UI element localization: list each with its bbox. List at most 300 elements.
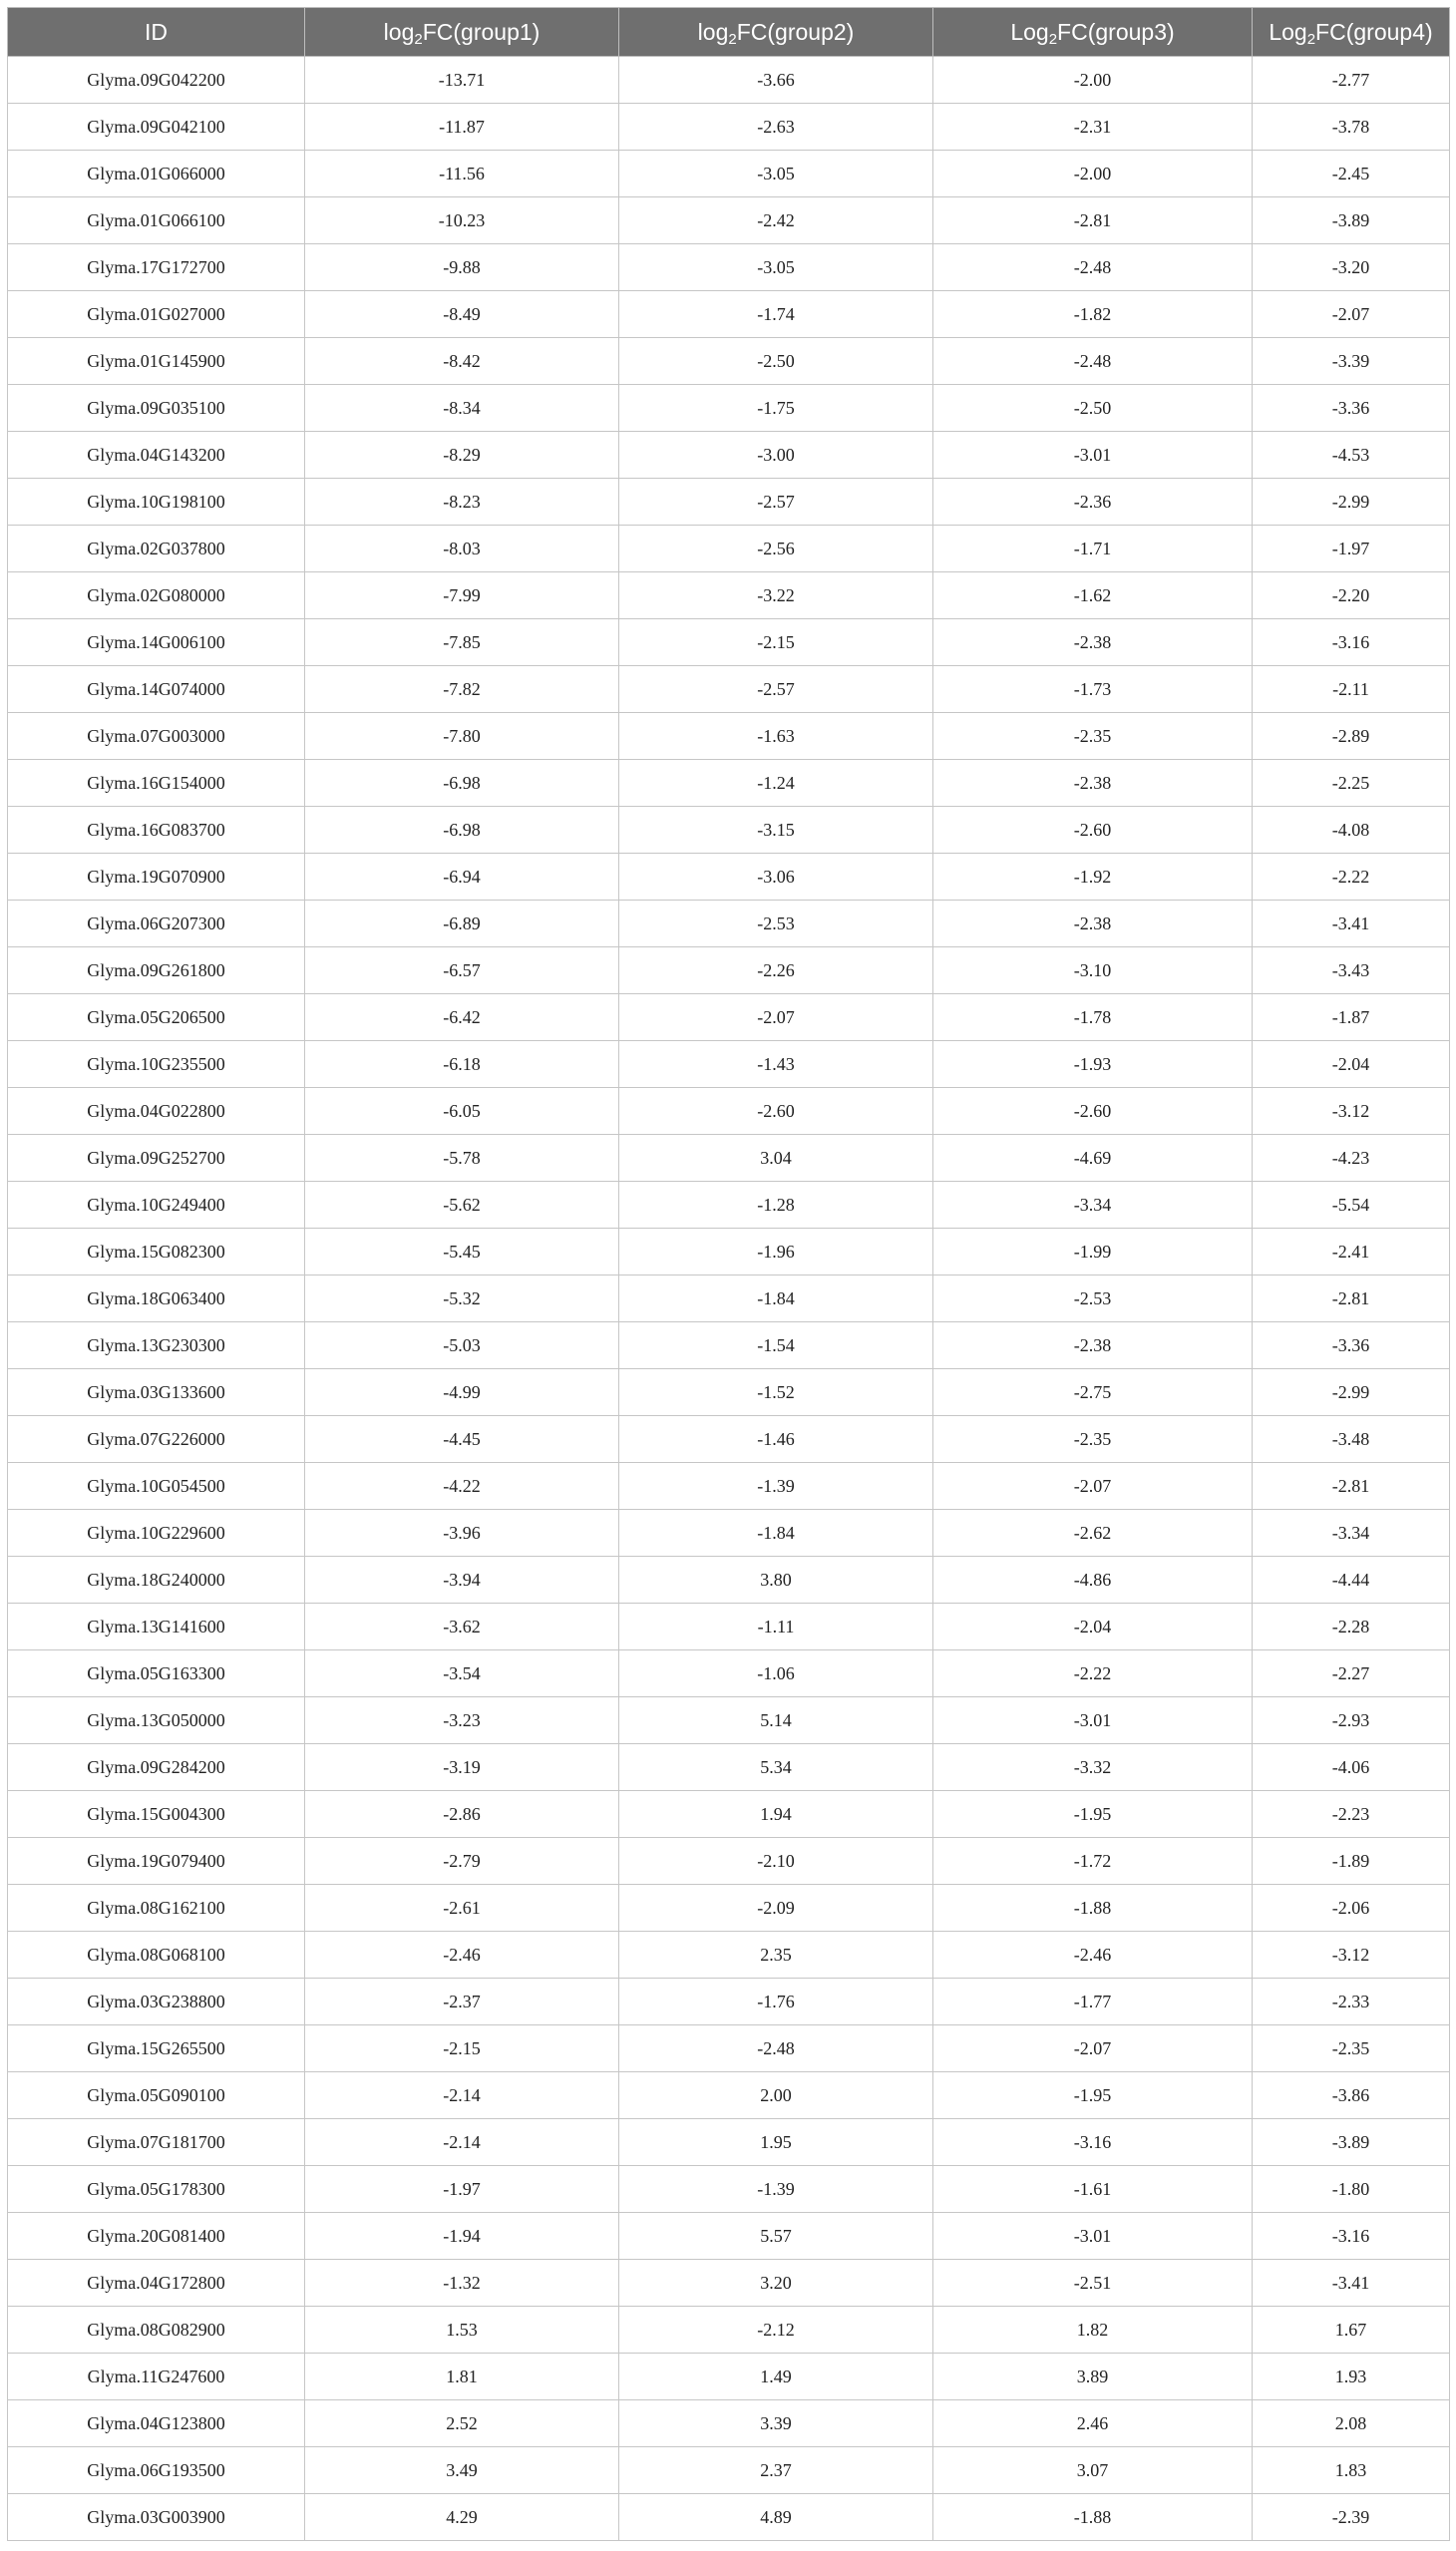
cell-gene-id: Glyma.09G042100: [8, 104, 305, 151]
table-row: [8, 1229, 1450, 1276]
cell-group4: -3.16: [1253, 619, 1450, 666]
cell-group2: -2.09: [619, 1885, 933, 1932]
cell-group2: -2.26: [619, 947, 933, 994]
cell-gene-id: Glyma.07G003000: [8, 713, 305, 760]
cell-group4: -2.77: [1253, 57, 1450, 104]
table-row: [8, 1135, 1450, 1182]
cell-group2: -1.75: [619, 385, 933, 432]
table-row: [8, 57, 1450, 104]
header-row: [8, 8, 1450, 57]
cell-group1: -2.37: [305, 1979, 619, 2025]
cell-group1: -6.94: [305, 854, 619, 901]
cell-group1: -8.23: [305, 479, 619, 526]
cell-group3: -1.71: [933, 526, 1253, 572]
header-id: ID: [8, 8, 305, 57]
cell-group2: -1.06: [619, 1650, 933, 1697]
cell-group1: -5.62: [305, 1182, 619, 1229]
cell-group2: 3.80: [619, 1557, 933, 1604]
table-row: [8, 1697, 1450, 1744]
cell-group2: -3.00: [619, 432, 933, 479]
cell-gene-id: Glyma.03G238800: [8, 1979, 305, 2025]
cell-group1: -8.34: [305, 385, 619, 432]
cell-group3: -2.35: [933, 713, 1253, 760]
cell-group4: -2.07: [1253, 291, 1450, 338]
cell-group4: -3.41: [1253, 901, 1450, 947]
cell-group1: 2.52: [305, 2400, 619, 2447]
cell-group2: -2.50: [619, 338, 933, 385]
cell-group2: 2.00: [619, 2072, 933, 2119]
table-row: [8, 947, 1450, 994]
cell-group1: -8.03: [305, 526, 619, 572]
cell-group3: -2.04: [933, 1604, 1253, 1650]
cell-group3: -3.16: [933, 2119, 1253, 2166]
cell-group2: -1.24: [619, 760, 933, 807]
cell-group1: -1.94: [305, 2213, 619, 2260]
cell-gene-id: Glyma.08G068100: [8, 1932, 305, 1979]
cell-gene-id: Glyma.20G081400: [8, 2213, 305, 2260]
table-container: [7, 7, 1449, 2541]
table-row: [8, 1744, 1450, 1791]
cell-group1: -6.98: [305, 807, 619, 854]
cell-group2: -2.07: [619, 994, 933, 1041]
cell-gene-id: Glyma.10G249400: [8, 1182, 305, 1229]
cell-gene-id: Glyma.16G154000: [8, 760, 305, 807]
cell-group4: -3.48: [1253, 1416, 1450, 1463]
cell-group2: 5.34: [619, 1744, 933, 1791]
cell-group3: -2.60: [933, 807, 1253, 854]
cell-group1: -11.56: [305, 151, 619, 197]
table-row: [8, 526, 1450, 572]
cell-gene-id: Glyma.17G172700: [8, 244, 305, 291]
cell-group1: -4.22: [305, 1463, 619, 1510]
cell-gene-id: Glyma.05G206500: [8, 994, 305, 1041]
cell-gene-id: Glyma.15G004300: [8, 1791, 305, 1838]
cell-group2: 5.14: [619, 1697, 933, 1744]
header-group1: $\log_2FC(group1)$: [305, 8, 619, 57]
cell-group4: -3.12: [1253, 1932, 1450, 1979]
cell-group2: -1.39: [619, 1463, 933, 1510]
header-group4: Log$_2$FC(group4): [1253, 8, 1450, 57]
table-row: [8, 1416, 1450, 1463]
cell-group1: 3.49: [305, 2447, 619, 2494]
cell-group2: -1.84: [619, 1276, 933, 1322]
cell-group1: -3.54: [305, 1650, 619, 1697]
cell-group4: -4.08: [1253, 807, 1450, 854]
cell-group4: -4.23: [1253, 1135, 1450, 1182]
table-row: [8, 197, 1450, 244]
table-row: [8, 1182, 1450, 1229]
cell-group1: -6.05: [305, 1088, 619, 1135]
cell-group2: 3.39: [619, 2400, 933, 2447]
cell-group2: -1.52: [619, 1369, 933, 1416]
table-row: [8, 2447, 1450, 2494]
cell-group1: -3.96: [305, 1510, 619, 1557]
cell-gene-id: Glyma.06G193500: [8, 2447, 305, 2494]
cell-group1: -8.49: [305, 291, 619, 338]
cell-group3: -1.88: [933, 2494, 1253, 2541]
cell-group4: -1.97: [1253, 526, 1450, 572]
cell-group4: -2.99: [1253, 479, 1450, 526]
table-row: [8, 2119, 1450, 2166]
cell-group4: -3.12: [1253, 1088, 1450, 1135]
cell-group1: -4.45: [305, 1416, 619, 1463]
table-row: [8, 1510, 1450, 1557]
cell-group3: -2.00: [933, 57, 1253, 104]
cell-group4: -2.81: [1253, 1463, 1450, 1510]
cell-group2: -1.96: [619, 1229, 933, 1276]
table-row: [8, 104, 1450, 151]
cell-group3: -2.50: [933, 385, 1253, 432]
cell-group2: 1.49: [619, 2354, 933, 2400]
table-body: [8, 57, 1450, 2541]
cell-group1: -7.85: [305, 619, 619, 666]
table-row: [8, 760, 1450, 807]
cell-group1: -11.87: [305, 104, 619, 151]
cell-group2: -1.84: [619, 1510, 933, 1557]
cell-group1: -7.80: [305, 713, 619, 760]
cell-group1: -10.23: [305, 197, 619, 244]
cell-group3: -1.99: [933, 1229, 1253, 1276]
table-row: [8, 385, 1450, 432]
cell-group2: -1.54: [619, 1322, 933, 1369]
table-row: [8, 854, 1450, 901]
cell-gene-id: Glyma.05G163300: [8, 1650, 305, 1697]
cell-group3: -1.95: [933, 1791, 1253, 1838]
header-group3: Log$_2$FC(group3): [933, 8, 1253, 57]
cell-group4: -3.20: [1253, 244, 1450, 291]
cell-group3: -1.72: [933, 1838, 1253, 1885]
table-row: [8, 807, 1450, 854]
table-row: [8, 2307, 1450, 2354]
cell-group1: -2.14: [305, 2119, 619, 2166]
cell-gene-id: Glyma.11G247600: [8, 2354, 305, 2400]
cell-gene-id: Glyma.03G133600: [8, 1369, 305, 1416]
table-row: [8, 713, 1450, 760]
table-row: [8, 1369, 1450, 1416]
cell-group2: -2.48: [619, 2025, 933, 2072]
cell-gene-id: Glyma.10G054500: [8, 1463, 305, 1510]
cell-group3: -2.53: [933, 1276, 1253, 1322]
cell-group2: -1.74: [619, 291, 933, 338]
cell-group4: 1.67: [1253, 2307, 1450, 2354]
cell-group2: 1.95: [619, 2119, 933, 2166]
header-group2: $\log_2FC(group2)$: [619, 8, 933, 57]
cell-group3: -1.93: [933, 1041, 1253, 1088]
cell-group2: -2.42: [619, 197, 933, 244]
table-row: [8, 2166, 1450, 2213]
cell-group4: -2.23: [1253, 1791, 1450, 1838]
cell-group3: -2.81: [933, 197, 1253, 244]
cell-group4: -3.36: [1253, 385, 1450, 432]
cell-group3: -1.95: [933, 2072, 1253, 2119]
cell-gene-id: Glyma.01G145900: [8, 338, 305, 385]
cell-group4: -2.39: [1253, 2494, 1450, 2541]
cell-group3: -2.22: [933, 1650, 1253, 1697]
cell-group3: -2.38: [933, 619, 1253, 666]
table-row: [8, 1885, 1450, 1932]
cell-gene-id: Glyma.09G261800: [8, 947, 305, 994]
cell-group2: -2.56: [619, 526, 933, 572]
cell-group2: -1.11: [619, 1604, 933, 1650]
cell-group4: -1.89: [1253, 1838, 1450, 1885]
cell-group3: -2.38: [933, 760, 1253, 807]
cell-group2: 1.94: [619, 1791, 933, 1838]
cell-group2: -1.43: [619, 1041, 933, 1088]
cell-group4: -3.89: [1253, 2119, 1450, 2166]
cell-group3: -2.07: [933, 1463, 1253, 1510]
table-row: [8, 2494, 1450, 2541]
table-row: [8, 619, 1450, 666]
cell-group1: -2.86: [305, 1791, 619, 1838]
cell-group3: -1.78: [933, 994, 1253, 1041]
cell-group3: -1.82: [933, 291, 1253, 338]
table-row: [8, 2400, 1450, 2447]
cell-group4: -3.39: [1253, 338, 1450, 385]
cell-group1: -6.57: [305, 947, 619, 994]
cell-group2: -2.57: [619, 666, 933, 713]
cell-group4: -3.78: [1253, 104, 1450, 151]
table-row: [8, 244, 1450, 291]
cell-group4: 1.83: [1253, 2447, 1450, 2494]
cell-group4: -2.41: [1253, 1229, 1450, 1276]
cell-group3: -3.10: [933, 947, 1253, 994]
table-row: [8, 291, 1450, 338]
cell-group1: -6.42: [305, 994, 619, 1041]
cell-group2: 2.35: [619, 1932, 933, 1979]
cell-group1: 1.81: [305, 2354, 619, 2400]
cell-gene-id: Glyma.06G207300: [8, 901, 305, 947]
cell-gene-id: Glyma.13G050000: [8, 1697, 305, 1744]
cell-gene-id: Glyma.01G066000: [8, 151, 305, 197]
cell-group2: -3.15: [619, 807, 933, 854]
cell-group2: -3.05: [619, 244, 933, 291]
table-row: [8, 2025, 1450, 2072]
cell-group3: -2.62: [933, 1510, 1253, 1557]
cell-group3: -2.51: [933, 2260, 1253, 2307]
table-row: [8, 1791, 1450, 1838]
cell-group1: -3.94: [305, 1557, 619, 1604]
cell-gene-id: Glyma.04G022800: [8, 1088, 305, 1135]
cell-group4: -1.87: [1253, 994, 1450, 1041]
table-row: [8, 338, 1450, 385]
cell-group3: -3.32: [933, 1744, 1253, 1791]
cell-group2: 3.04: [619, 1135, 933, 1182]
cell-group2: 4.89: [619, 2494, 933, 2541]
cell-gene-id: Glyma.01G066100: [8, 197, 305, 244]
cell-group4: -2.25: [1253, 760, 1450, 807]
table-row: [8, 1088, 1450, 1135]
cell-group4: -2.81: [1253, 1276, 1450, 1322]
cell-group2: -3.06: [619, 854, 933, 901]
cell-group3: -1.61: [933, 2166, 1253, 2213]
cell-group3: -2.31: [933, 104, 1253, 151]
cell-group1: -6.89: [305, 901, 619, 947]
table-row: [8, 994, 1450, 1041]
cell-group4: -3.36: [1253, 1322, 1450, 1369]
cell-group3: -1.77: [933, 1979, 1253, 2025]
cell-group1: -8.42: [305, 338, 619, 385]
cell-group1: -5.32: [305, 1276, 619, 1322]
cell-group3: -1.92: [933, 854, 1253, 901]
cell-gene-id: Glyma.18G063400: [8, 1276, 305, 1322]
cell-group1: -9.88: [305, 244, 619, 291]
cell-group3: 3.89: [933, 2354, 1253, 2400]
table-row: [8, 1463, 1450, 1510]
table-row: [8, 2072, 1450, 2119]
table-row: [8, 666, 1450, 713]
cell-group1: -5.03: [305, 1322, 619, 1369]
cell-group4: -4.44: [1253, 1557, 1450, 1604]
cell-group1: -2.61: [305, 1885, 619, 1932]
cell-group2: -2.53: [619, 901, 933, 947]
cell-group1: -1.97: [305, 2166, 619, 2213]
cell-group1: -1.32: [305, 2260, 619, 2307]
cell-group3: -2.35: [933, 1416, 1253, 1463]
cell-group4: -1.80: [1253, 2166, 1450, 2213]
cell-group3: -2.07: [933, 2025, 1253, 2072]
cell-group4: -3.89: [1253, 197, 1450, 244]
cell-group1: -6.98: [305, 760, 619, 807]
cell-gene-id: Glyma.09G042200: [8, 57, 305, 104]
cell-gene-id: Glyma.15G082300: [8, 1229, 305, 1276]
cell-gene-id: Glyma.04G143200: [8, 432, 305, 479]
table-row: [8, 2213, 1450, 2260]
cell-group4: -2.45: [1253, 151, 1450, 197]
cell-group1: -3.19: [305, 1744, 619, 1791]
cell-group3: 2.46: [933, 2400, 1253, 2447]
cell-gene-id: Glyma.08G162100: [8, 1885, 305, 1932]
cell-group1: -8.29: [305, 432, 619, 479]
cell-group4: -2.33: [1253, 1979, 1450, 2025]
cell-group2: -2.15: [619, 619, 933, 666]
table-row: [8, 1276, 1450, 1322]
cell-group2: -1.46: [619, 1416, 933, 1463]
cell-group2: -2.63: [619, 104, 933, 151]
cell-group3: -2.60: [933, 1088, 1253, 1135]
cell-gene-id: Glyma.02G080000: [8, 572, 305, 619]
cell-gene-id: Glyma.05G090100: [8, 2072, 305, 2119]
table-row: [8, 2354, 1450, 2400]
cell-group2: -3.05: [619, 151, 933, 197]
cell-group2: -2.10: [619, 1838, 933, 1885]
cell-group1: -2.15: [305, 2025, 619, 2072]
table-row: [8, 1979, 1450, 2025]
cell-group4: -2.27: [1253, 1650, 1450, 1697]
cell-group4: -2.06: [1253, 1885, 1450, 1932]
cell-group1: 4.29: [305, 2494, 619, 2541]
cell-group4: -3.41: [1253, 2260, 1450, 2307]
cell-group3: -3.01: [933, 432, 1253, 479]
table-row: [8, 1557, 1450, 1604]
table-row: [8, 2260, 1450, 2307]
cell-group1: -5.78: [305, 1135, 619, 1182]
cell-group4: -3.34: [1253, 1510, 1450, 1557]
table-row: [8, 901, 1450, 947]
cell-group2: -3.66: [619, 57, 933, 104]
cell-group3: -2.75: [933, 1369, 1253, 1416]
cell-group3: -4.86: [933, 1557, 1253, 1604]
cell-gene-id: Glyma.10G235500: [8, 1041, 305, 1088]
table-row: [8, 1650, 1450, 1697]
cell-gene-id: Glyma.13G141600: [8, 1604, 305, 1650]
cell-group2: 3.20: [619, 2260, 933, 2307]
cell-group2: 2.37: [619, 2447, 933, 2494]
cell-group1: -2.46: [305, 1932, 619, 1979]
cell-group4: -4.06: [1253, 1744, 1450, 1791]
cell-gene-id: Glyma.01G027000: [8, 291, 305, 338]
cell-group2: 5.57: [619, 2213, 933, 2260]
cell-group3: -2.36: [933, 479, 1253, 526]
cell-group4: -3.43: [1253, 947, 1450, 994]
cell-group3: -2.00: [933, 151, 1253, 197]
cell-gene-id: Glyma.15G265500: [8, 2025, 305, 2072]
cell-group4: 2.08: [1253, 2400, 1450, 2447]
cell-group3: -1.73: [933, 666, 1253, 713]
table-row: [8, 432, 1450, 479]
cell-group3: 1.82: [933, 2307, 1253, 2354]
cell-group2: -2.57: [619, 479, 933, 526]
cell-gene-id: Glyma.02G037800: [8, 526, 305, 572]
cell-group4: -2.22: [1253, 854, 1450, 901]
cell-group3: -3.01: [933, 1697, 1253, 1744]
cell-group4: -4.53: [1253, 432, 1450, 479]
cell-group3: -2.48: [933, 244, 1253, 291]
cell-group4: -3.16: [1253, 2213, 1450, 2260]
cell-group1: -7.82: [305, 666, 619, 713]
cell-group1: -13.71: [305, 57, 619, 104]
cell-gene-id: Glyma.19G079400: [8, 1838, 305, 1885]
cell-group3: -2.48: [933, 338, 1253, 385]
cell-gene-id: Glyma.13G230300: [8, 1322, 305, 1369]
cell-gene-id: Glyma.10G198100: [8, 479, 305, 526]
cell-gene-id: Glyma.04G123800: [8, 2400, 305, 2447]
cell-group2: -1.76: [619, 1979, 933, 2025]
cell-gene-id: Glyma.18G240000: [8, 1557, 305, 1604]
cell-group3: 3.07: [933, 2447, 1253, 2494]
cell-group4: -2.04: [1253, 1041, 1450, 1088]
cell-group4: -5.54: [1253, 1182, 1450, 1229]
cell-group2: -3.22: [619, 572, 933, 619]
table-row: [8, 1838, 1450, 1885]
cell-group2: -1.39: [619, 2166, 933, 2213]
cell-group4: -2.99: [1253, 1369, 1450, 1416]
cell-group4: -3.86: [1253, 2072, 1450, 2119]
table-row: [8, 1932, 1450, 1979]
cell-group2: -2.12: [619, 2307, 933, 2354]
cell-group3: -3.01: [933, 2213, 1253, 2260]
cell-group3: -1.62: [933, 572, 1253, 619]
cell-group4: -2.28: [1253, 1604, 1450, 1650]
cell-gene-id: Glyma.14G006100: [8, 619, 305, 666]
cell-group2: -2.60: [619, 1088, 933, 1135]
cell-group3: -1.88: [933, 1885, 1253, 1932]
cell-group1: -3.62: [305, 1604, 619, 1650]
cell-group3: -4.69: [933, 1135, 1253, 1182]
cell-gene-id: Glyma.14G074000: [8, 666, 305, 713]
cell-group3: -2.38: [933, 901, 1253, 947]
table-row: [8, 1322, 1450, 1369]
cell-gene-id: Glyma.19G070900: [8, 854, 305, 901]
cell-group1: -6.18: [305, 1041, 619, 1088]
cell-group1: -4.99: [305, 1369, 619, 1416]
table-row: [8, 151, 1450, 197]
cell-group4: -2.20: [1253, 572, 1450, 619]
cell-group1: 1.53: [305, 2307, 619, 2354]
cell-group2: -1.28: [619, 1182, 933, 1229]
cell-gene-id: Glyma.07G181700: [8, 2119, 305, 2166]
table-row: [8, 479, 1450, 526]
table-row: [8, 1604, 1450, 1650]
